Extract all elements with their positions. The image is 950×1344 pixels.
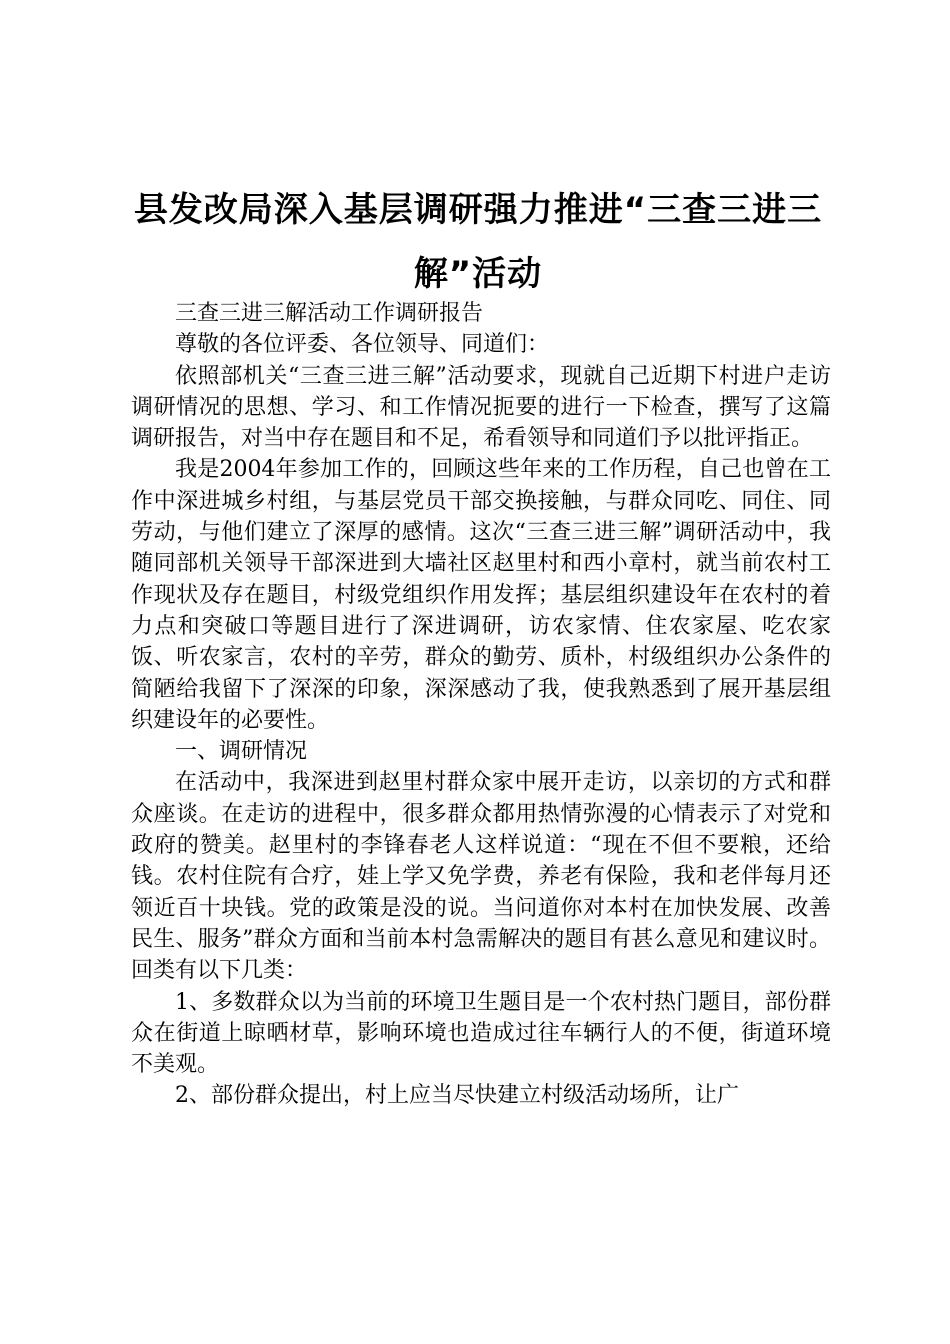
body-paragraph: 我是2004年参加工作的，回顾这些年来的工作历程，自己也曾在工作中深进城乡村组，与基层党员干部交换接触，与群众同吃、同住、同劳动，与他们建立了深厚的感情。这次“三查三进三解”调研活动中，我随同部机关领导干部深进到大墙社区赵里村和西小章村，就当前农村工作现状及存在题目，村级党组织作用发挥；基层组织建设年在农村的着力点和突破口等题目进行了深进调研，访农家情、住农家屋、吃农家饭、听农家言，农村的辛劳，群众的勤劳、质朴，村级组织办公条件的简陋给我留下了深深的印象，深深感动了我，使我熟悉到了展开基层组织建设年的必要性。 xyxy=(131,457,831,733)
section-heading: 一、调研情况 xyxy=(175,739,308,765)
list-item: 2、部份群众提出，村上应当尽快建立村级活动场所，让广 xyxy=(175,1083,739,1109)
document-body xyxy=(131,298,831,1112)
list-item: 1、多数群众以为当前的环境卫生题目是一个农村热门题目，部份群众在街道上晾晒材草，影响环境也造成过往车辆行人的不便，街道环境不美观。 xyxy=(131,989,831,1078)
report-subtitle: 三查三进三解活动工作调研报告 xyxy=(175,301,484,326)
body-paragraph: 依照部机关“三查三进三解”活动要求，现就自己近期下村进户走访调研情况的思想、学习、和工作情况扼要的进行一下检查，撰写了这篇调研报告，对当中存在题目和不足，希看领导和同道们予以批评指正。 xyxy=(131,363,831,452)
salutation: 尊敬的各位评委、各位领导、同道们： xyxy=(175,332,550,358)
body-paragraph: 在活动中，我深进到赵里村群众家中展开走访，以亲切的方式和群众座谈。在走访的进程中，很多群众都用热情弥漫的心情表示了对党和政府的赞美。赵里村的李锋春老人这样说道：“现在不但不要粮，还给钱。农村住院有合疗，娃上学又免学费，养老有保险，我和老伴每月还领近百十块钱。党的政策是没的说。当问道你对本村在加快发展、改善民生、服务”群众方面和当前本村急需解决的题目有甚么意见和建议时。回类有以下几类： xyxy=(131,770,831,984)
document-title: 县发改局深入基层调研强力推进“三查三进三解”活动 xyxy=(133,190,823,294)
